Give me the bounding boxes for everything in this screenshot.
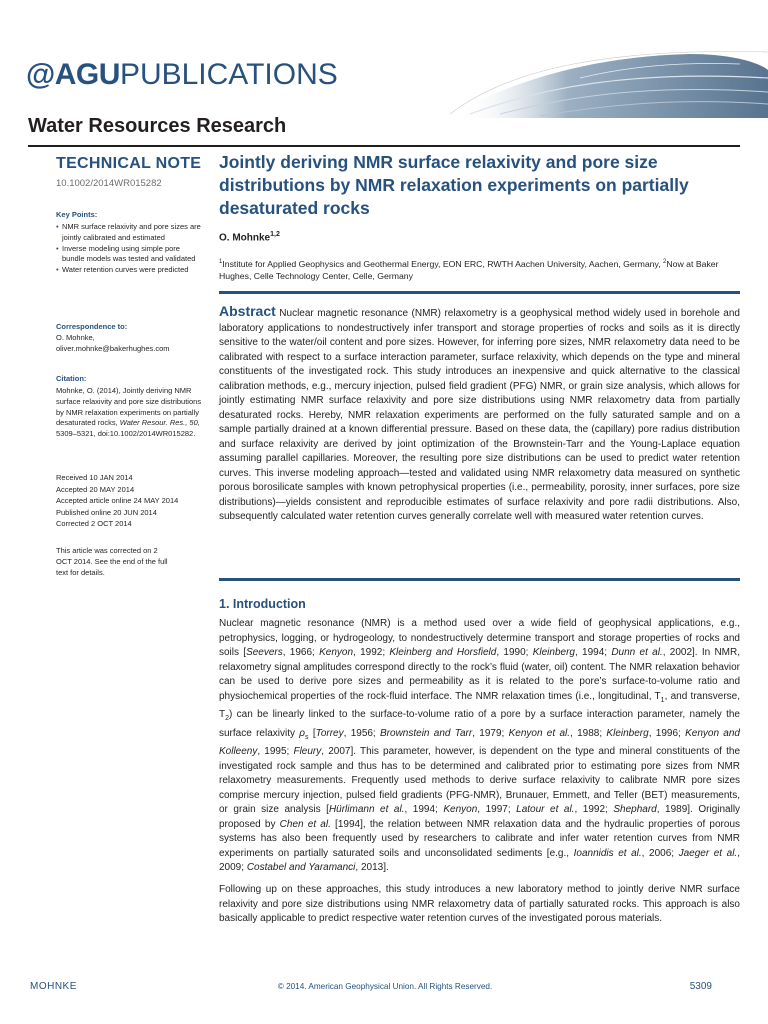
citation-name: Seevers: [246, 647, 283, 658]
citation-name: Latour et al.: [516, 804, 575, 815]
citation-journal: Water Resour. Res., 50,: [119, 418, 200, 428]
abstract: [219, 304, 740, 525]
abstract-text: Nuclear magnetic resonance (NMR) relaxometry is a geophysical method widely used in borehole and laboratory applications to nondestructively infer transport and storage properties of rocks and soils as it is directly sensitive to the water/oil content and pore sizes. However, for inferring pore sizes, NMR relaxometry data need to be calibrated with respect to a surface interaction parameter, surface relaxivity, which depends on the type and mineral constituents of the investigated rock. This study introduces an inexpensive and quick alternative to the classical calibration methods, e.g., mercury injection, pulsed field gradient (PFG) NMR, or grain size analysis, which allows for jointly estimating NMR surface relaxivity and pore size distributions using NMR relaxometry data from partially desaturated rocks. Hereby, NMR relaxation experiments are performed on the fully saturated sample and on a sample partially drained at a known differential pressure. Based on these data, the (capillary) pore radius distribution and surface relaxivity are derived by joint optimization of the Brownstein-Tarr and the Young-Laplace equation assuming parallel capillaries. Moreover, the resulting pore size distributions can be used to predict water retention curves. This inverse modeling approach—tested and validated using NMR relaxometry data measured on synthetic porous borosilicate samples with known petrophysical properties (i.e., permeability, porosity, inner surfaces, pore size distributions)—yields consistent and reproducible estimates of surface relaxivity and pore radii distributions. Also, subsequently calculated water retention curves generally correlate well with measured water retention curves.: [219, 308, 740, 522]
doi: 10.1002/2014WR015282: [56, 178, 162, 189]
abstract-label: Abstract: [219, 303, 276, 319]
affil-2-mark: 2: [663, 259, 667, 265]
text-run: , 1994;: [404, 804, 444, 815]
history-accepted-online: Accepted article online 24 MAY 2014: [56, 496, 179, 506]
citation-name: Dunn et al.: [611, 647, 663, 658]
citation-name: Kenyon et al.: [508, 727, 571, 739]
citation-post: 5309–5321, doi:10.1002/2014WR015282.: [56, 429, 196, 439]
citation-name: Jaeger et al.: [678, 847, 738, 859]
text-run: ) can be linearly linked to the surface-to-volume ratio of a pore by a surface interaction parameter, namely the surface relaxivity: [219, 709, 740, 739]
text-run: , 1997;: [477, 804, 517, 815]
citation-name: Kleinberg: [606, 727, 649, 739]
subscript: 1: [660, 696, 665, 704]
author-line: [219, 231, 280, 243]
citation-heading: Citation:: [56, 374, 87, 383]
citation-text: [56, 386, 204, 440]
text-run: , 2007]. This parameter, however, is dependent on the type and mineral constituents of the investigated rock sample and thus has to be determined and calibrated prior to estimating pore sizes from NMR relaxometry measurements. Frequently used methods to derive surface relaxivity to calibrate NMR pore sizes comprise mercury injection, pulsed field gradients (PFG-NMR), Brunauer, Emmett, and Teller (BET) measurements, or grain size analysis [: [219, 746, 740, 815]
brand-agu: AGU: [54, 58, 120, 91]
journal-name: Water Resources Research: [28, 115, 287, 137]
citation-name: Chen et al.: [279, 818, 331, 830]
correspondence-email[interactable]: oliver.mohnke@bakerhughes.com: [56, 343, 170, 353]
abstract-top-rule: [219, 291, 740, 294]
text-run: [1994], the relation between NMR relaxation data and the hydraulic properties of porous systems has also been frequently used by researchers to calibrate and infer water retention curves from NMR experiments on partially saturated soils and unconsolidated sediments [e.g.,: [219, 818, 741, 859]
subscript: 2: [225, 715, 230, 722]
citation-name: Costabel and Yaramanci: [246, 862, 356, 873]
citation-name: Kleinberg: [532, 647, 575, 658]
citation-name: Brownstein and Tarr: [380, 727, 473, 739]
article-type: TECHNICAL NOTE: [56, 155, 202, 172]
citation-name: Kenyon: [443, 804, 478, 815]
text-run: , 1979;: [472, 727, 509, 739]
text-run: [: [308, 727, 316, 739]
text-run: , 1996;: [648, 727, 686, 739]
correspondence-name: O. Mohnke,: [56, 333, 95, 342]
correction-note: This article was corrected on 2 OCT 2014. See the end of the full text for details.: [56, 546, 168, 577]
citation-name: ρ: [299, 727, 306, 739]
affil-2: Now at Baker Hughes, Celle Technology Center, Celle, Germany: [219, 258, 719, 282]
author-name: O. Mohnke: [219, 232, 271, 244]
text-run: , 1956;: [343, 727, 381, 739]
key-point: • NMR surface relaxivity and pore sizes are jointly calibrated and estimated: [56, 222, 204, 244]
text-run: , 2002]. In NMR, relaxometry signal amplitudes correspond directly to the rock’s fluid (water, oil) content. The NMR relaxation behavior can be used to derive pore sizes and permeability as it is related to the pore’s surface-to-volume ratio and physiochemical properties of the rock-fluid interface. The NMR relaxation times (i.e., longitudinal, T: [219, 647, 741, 702]
page-number: 5309: [689, 981, 712, 992]
brand-publications: PUBLICATIONS: [119, 58, 338, 91]
author-affiliation-marks: 1,2: [270, 231, 280, 238]
affil-1-mark: 1: [219, 259, 223, 265]
citation-name: Fleury: [293, 746, 322, 757]
text-run: , 1966;: [282, 647, 320, 658]
citation-name: Torrey: [315, 727, 344, 739]
key-points-heading: Key Points:: [56, 210, 98, 219]
agu-publications-logo: [26, 58, 338, 92]
citation-name: Shephard: [613, 804, 657, 815]
section-heading-introduction: 1. Introduction: [219, 597, 306, 611]
citation-name: Hürlimann et al.: [328, 804, 405, 815]
text-run: , 2009;: [219, 847, 740, 873]
ocean-wave-banner-image: [440, 48, 768, 118]
citation-name: Kleinberg and Horsfield: [389, 647, 497, 658]
text-run: , 1989]. Originally proposed by: [219, 804, 741, 830]
text-run: , 1992;: [353, 647, 390, 658]
citation-name: Kenyon: [319, 647, 354, 658]
history-received: Received 10 JAN 2014: [56, 473, 133, 482]
text-run: , 1995;: [257, 746, 294, 757]
article-title: Jointly deriving NMR surface relaxivity and pore size distributions by NMR relaxation experiments on partially desaturated rocks: [219, 152, 689, 218]
correspondence-block: [56, 333, 206, 355]
history-accepted: Accepted 20 MAY 2014: [56, 484, 135, 494]
text-run: , 1988;: [570, 727, 607, 739]
publication-history: [56, 472, 206, 530]
text-run: , 1994;: [574, 647, 612, 658]
abstract-bottom-rule: [219, 578, 740, 581]
citation-name: Ioannidis et al.: [573, 847, 642, 859]
footer-author: MOHNKE: [30, 981, 77, 992]
intro-paragraph-2: Following up on these approaches, this study introduces a new laboratory method to jointly derive NMR surface relaxivity and pore size distributions using NMR relaxometry data of partially saturated rocks. This approach is also basically applicable to predict respective water retention curves of the investigated porous materials.: [219, 884, 740, 924]
intro-paragraph-1: [219, 617, 740, 876]
history-corrected: Corrected 2 OCT 2014: [56, 519, 132, 529]
citation-name: Kenyon and Kolleeny: [219, 727, 740, 757]
affiliations: [219, 256, 739, 283]
affil-1: Institute for Applied Geophysics and Geothermal Energy, EON ERC, RWTH Aachen University, Aachen, Germany,: [222, 258, 664, 269]
subscript: s: [305, 733, 309, 741]
history-published: Published online 20 JUN 2014: [56, 507, 157, 517]
text-run: , 2006;: [641, 847, 679, 859]
agu-logo-icon: @: [26, 58, 55, 91]
correspondence-heading: Correspondence to:: [56, 322, 128, 331]
citation-pre: Mohnke, O. (2014), Jointly deriving NMR surface relaxivity and pore size distributions by NMR relaxation experiments on partially desaturated rocks,: [56, 386, 202, 428]
footer-copyright: © 2014. American Geophysical Union. All Rights Reserved.: [277, 982, 493, 991]
text-run: , 2013].: [355, 862, 389, 873]
key-point: • Water retention curves were predicted: [56, 265, 204, 276]
key-points-list: [56, 222, 204, 276]
text-run: , and transverse, T: [219, 690, 740, 720]
text-run: Nuclear magnetic resonance (NMR) is a method used over a wide field of geophysical applications, e.g., petrophysics, logging, or hydrogeology, to nondestructively determine transport and storage properties of rocks and soils [: [219, 618, 740, 658]
text-run: , 1990;: [496, 647, 533, 658]
key-point: • Inverse modeling using simple pore bundle models was tested and validated: [56, 244, 204, 266]
text-run: , 1992;: [574, 804, 614, 815]
header-divider: [28, 145, 740, 147]
